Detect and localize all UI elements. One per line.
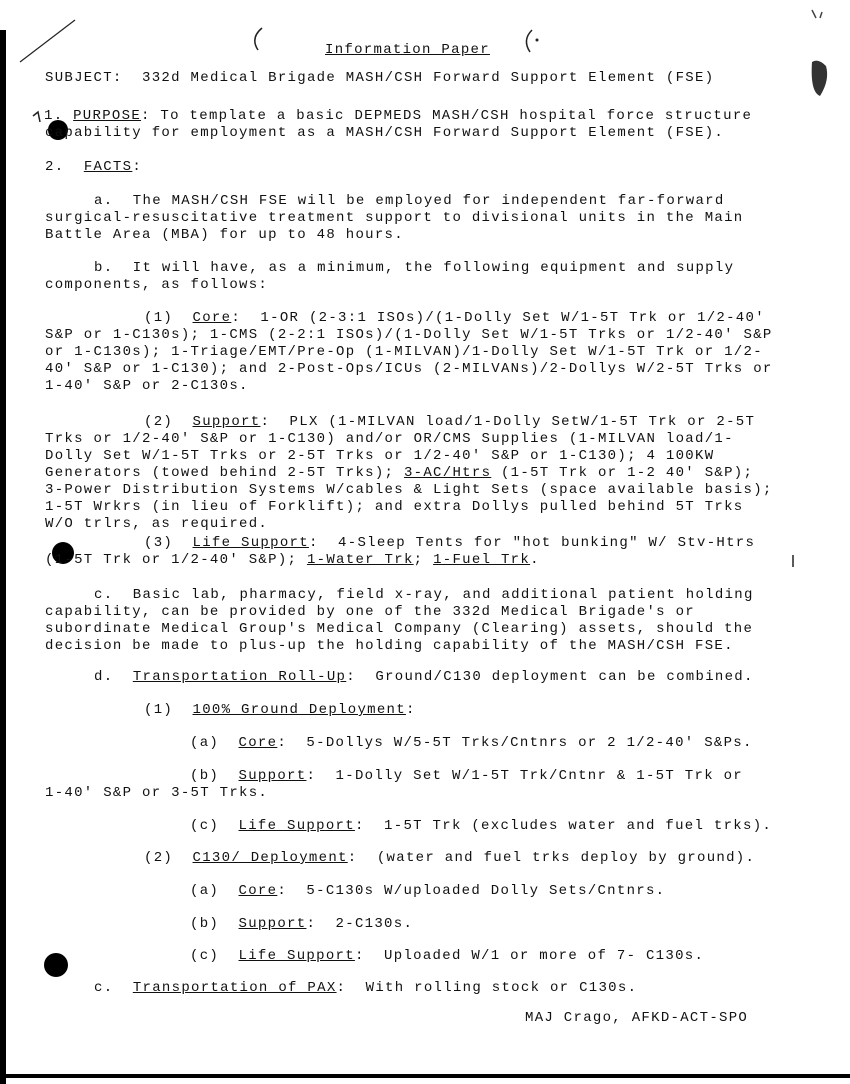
para-a: a. The MASH/CSH FSE will be employed for independent far-forward (94, 193, 725, 209)
purpose-text: capability for employment as a MASH/CSH Forward Support Element (FSE). (45, 125, 725, 141)
label: Support (238, 768, 307, 784)
text: : With rolling stock or C130s. (336, 980, 638, 996)
water-trk: 1-Water Trk (306, 552, 414, 568)
pencil-mark (526, 30, 532, 52)
pencil-mark (255, 28, 262, 50)
para-c: capability, can be provided by one of the 332d Medical Brigade's or (45, 604, 695, 620)
title-text: Information Paper (325, 42, 490, 58)
facts-label: FACTS (83, 159, 133, 175)
colon: : (405, 702, 416, 718)
life-text (45, 552, 540, 569)
core-text: S&P or 1-C130s); 1-CMS (2-2:1 ISOs)/(1-Dolly Set W/1-5T Trks or 1/2-40' S&P (45, 327, 773, 343)
purpose-label: PURPOSE (73, 108, 142, 124)
text: : 5-C130s W/uploaded Dolly Sets/Cntnrs. (277, 883, 666, 899)
support-text: 3-Power Distribution Systems W/cables & Light Sets (space available basis); (45, 482, 773, 498)
core-line (144, 310, 765, 327)
pax-label: Transportation of PAX (132, 980, 337, 996)
text: : 1-Dolly Set W/1-5T Trk/Cntnr & 1-5T Trk or (306, 768, 743, 784)
para-a: surgical-resuscitative treatment support to divisional units in the Main (45, 210, 744, 226)
num: (a) (190, 883, 220, 899)
page-title (325, 42, 490, 59)
facts-colon: : (132, 159, 143, 175)
support-line (144, 414, 755, 431)
d-text: : Ground/C130 deployment can be combined. (346, 669, 754, 685)
support-text: 1-5T Wrkrs (in lieu of Forklift); and extra Dollys pulled behind 5T Trks (45, 499, 744, 515)
support-text: : PLX (1-MILVAN load/1-Dolly SetW/1-5T Trk or 2-5T (260, 414, 756, 430)
d-label: Transportation Roll-Up (132, 669, 347, 685)
label: Support (238, 916, 307, 932)
ac-htrs: 3-AC/Htrs (403, 465, 492, 481)
support-text: Dolly Set W/1-5T Trks or 2-5T Trks or 1/2-40' S&P or 1-C130); 4 100KW (45, 448, 715, 464)
para-b: components, as follows: (45, 277, 269, 293)
core-num: (1) (144, 310, 174, 326)
life-line (144, 535, 755, 552)
para-c: subordinate Medical Group's Medical Company (Clearing) assets, should the (45, 621, 754, 637)
support-text-part: Generators (towed behind 2-5T Trks); (45, 465, 404, 481)
air-heading (144, 850, 755, 867)
ground-life (190, 818, 772, 835)
core-text: 40' S&P or 1-C130); and 2-Post-Ops/ICUs (2-MILVANs)/2-Dollys W/2-5T Trks or (45, 361, 773, 377)
subject-text: 332d Medical Brigade MASH/CSH Forward Support Element (FSE) (142, 70, 715, 86)
facts-num: 2. (45, 159, 65, 175)
num: (1) (144, 702, 174, 718)
core-text: : 1-OR (2-3:1 ISOs)/(1-Dolly Set W/1-5T Trk or 1/2-40' (231, 310, 765, 326)
support-text: Trks or 1/2-40' S&P or 1-C130) and/or OR/CMS Supplies (1-MILVAN load/1- (45, 431, 734, 447)
subject-line (45, 70, 714, 87)
sep: ; (413, 552, 434, 568)
life-text: : 4-Sleep Tents for "hot bunking" W/ Stv-Htrs (308, 535, 756, 551)
ground-support (190, 768, 743, 785)
ground-heading (144, 702, 416, 719)
core-text: 1-40' S&P or 2-C130s. (45, 378, 249, 394)
ground-support-cont: 1-40' S&P or 3-5T Trks. (45, 785, 269, 801)
label: Core (238, 735, 278, 751)
support-text-part: (1-5T Trk or 1-2 40' S&P); (491, 465, 754, 481)
para-c: c. Basic lab, pharmacy, field x-ray, and additional patient holding (94, 587, 754, 603)
air-core (190, 883, 665, 900)
subject-label: SUBJECT: (45, 70, 123, 86)
purpose-num: 1. (44, 108, 64, 124)
purpose-line (44, 108, 752, 125)
num: (2) (144, 850, 174, 866)
num: (b) (190, 768, 220, 784)
signature-block: MAJ Crago, AFKD-ACT-SPO (525, 1010, 749, 1026)
text: : 5-Dollys W/5-5T Trks/Cntnrs or 2 1/2-40' S&Ps. (277, 735, 753, 751)
life-num: (3) (144, 535, 174, 551)
text: : 1-5T Trk (excludes water and fuel trks). (354, 818, 773, 834)
num: (c) (190, 818, 220, 834)
para-a: Battle Area (MBA) for up to 48 hours. (45, 227, 404, 243)
life-text-part: (1-5T Trk or 1/2-40' S&P); (45, 552, 307, 568)
air-label: C130/ Deployment (192, 850, 348, 866)
facts-heading (45, 159, 142, 176)
support-text (45, 465, 753, 482)
text: : (water and fuel trks deploy by ground). (347, 850, 756, 866)
num: (a) (190, 735, 220, 751)
para-d (94, 669, 754, 686)
ground-label: 100% Ground Deployment (192, 702, 406, 718)
support-label: Support (192, 414, 261, 430)
text: : 2-C130s. (306, 916, 414, 932)
text: : Uploaded W/1 or more of 7- C130s. (354, 948, 705, 964)
air-life (190, 948, 704, 965)
num: (b) (190, 916, 220, 932)
support-num: (2) (144, 414, 174, 430)
air-support (190, 916, 413, 933)
support-text: W/O trlrs, as required. (45, 516, 269, 532)
label: Core (238, 883, 278, 899)
pencil-stroke (20, 20, 75, 62)
para-b: b. It will have, as a minimum, the following equipment and supply (94, 260, 735, 276)
life-label: Life Support (192, 535, 309, 551)
end: . (530, 552, 540, 568)
num: c. (94, 980, 114, 996)
num: (c) (190, 948, 220, 964)
ground-core (190, 735, 753, 752)
label: Life Support (238, 948, 355, 964)
label: Life Support (238, 818, 355, 834)
purpose-text: : To template a basic DEPMEDS MASH/CSH hospital force structure (141, 108, 753, 124)
core-label: Core (192, 310, 232, 326)
scan-smudge (812, 61, 827, 96)
d-num: d. (94, 669, 114, 685)
pax-line (94, 980, 637, 997)
punch-hole (44, 953, 68, 977)
para-c: decision be made to plus-up the holding capability of the MASH/CSH FSE. (45, 638, 734, 654)
core-text: or 1-C130s); 1-Triage/EMT/Pre-Op (1-MILVAN)/1-Dolly Set W/1-5T Trk or 1/2- (45, 344, 763, 360)
fuel-trk: 1-Fuel Trk (433, 552, 531, 568)
